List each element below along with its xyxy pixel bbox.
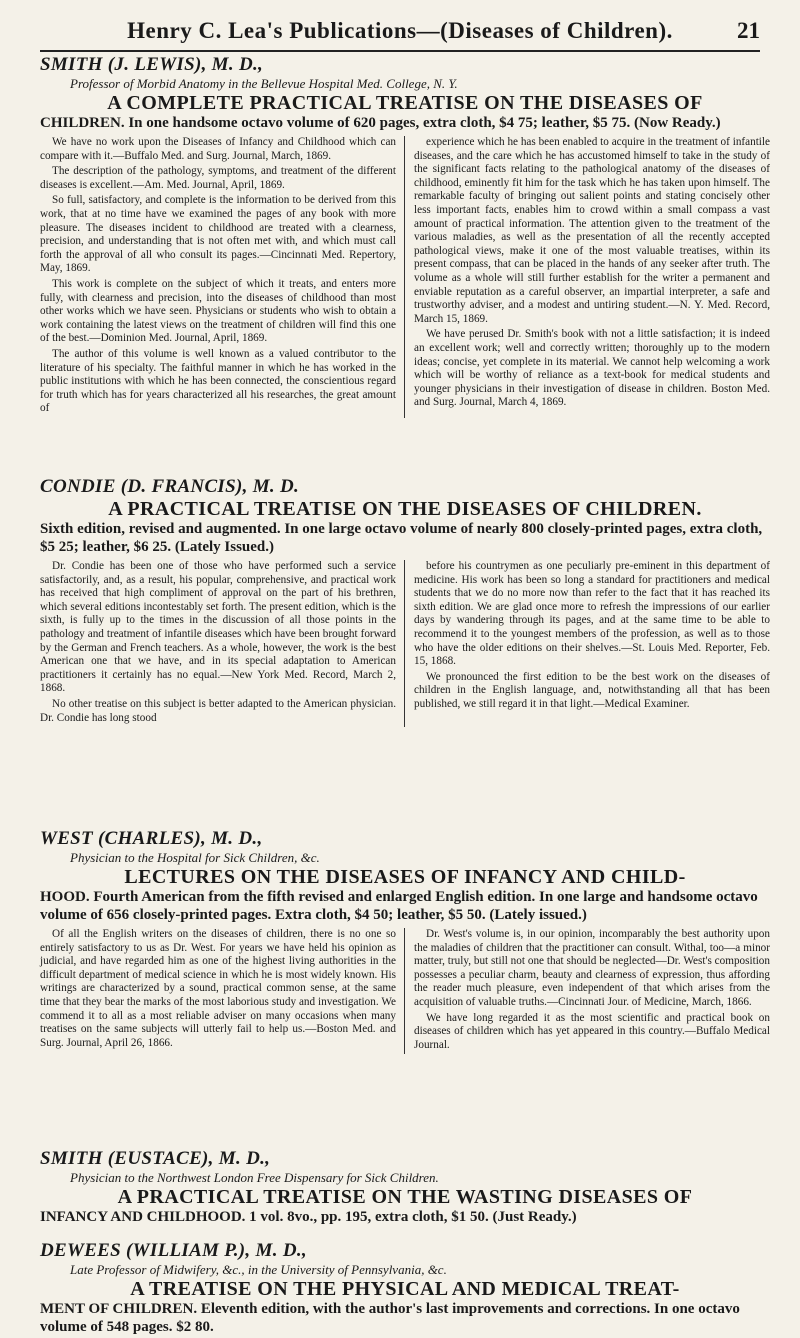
page-number: 21 bbox=[737, 18, 760, 43]
running-head-title: Henry C. Lea's Publications—(Diseases of Children). bbox=[127, 18, 673, 43]
review-paragraph: The author of this volume is well known as a valued contributor to the literature of his specialty. The faithful manner in which he has worked in the public institutions with which he has been connected, the conscientious regard for truth which has for years characterized all his researches, the great amount of bbox=[40, 347, 396, 415]
entry-condie bbox=[40, 476, 770, 727]
book-description: HOOD. Fourth American from the fifth revised and enlarged English edition. In one large and handsome octavo volume of 656 closely-printed pages. Extra cloth, $4 50; leather, $5 50. (Lately issued.) bbox=[40, 889, 758, 923]
running-head bbox=[40, 10, 760, 52]
author-affiliation: Late Professor of Midwifery, &c., in the University of Pennsylvania, &c. bbox=[70, 1262, 447, 1277]
author-heading: WEST (CHARLES), M. D., bbox=[40, 828, 263, 849]
entry-dewees bbox=[40, 1240, 770, 1336]
review-paragraph: Of all the English writers on the diseases of children, there is no one so entirely satisfactory to us as Dr. West. For years we have held his opinion as judicial, and have regarded him as one of the highest living authorities in the difficult department of medical science in which he is most widely known. His writings are characterized by a sound, practical common sense, at the same time that they bear the marks of the most laborious study and investigation. We commend it to all as a most reliable adviser on many occasions when many treatises on the same subjects will utterly fail to help us.—Boston Med. and Surg. Journal, April 26, 1866. bbox=[40, 928, 396, 1049]
review-paragraph: Dr. Condie has been one of those who have performed such a service satisfactorily, and, as a result, his popular, comprehensive, and practical work has received that high compliment of approval on the part of his brethren, which several editions incontestably set forth. The present edition, which is the sixth, is fully up to the times in the discussion of all those points in the pathology and treatment of infantile diseases which have been brought forward by the German and French teachers. As a whole, however, the work is the best American one that we have, and in its special adaptation to American practitioners it certainly has no equal.—New York Med. Record, March 2, 1868. bbox=[40, 560, 396, 695]
entry-smith-eustace bbox=[40, 1148, 770, 1226]
review-paragraph: We pronounced the first edition to be the best work on the diseases of children in the English language, and, notwithstanding all that has been published, we still regard it in that light.—Medical Examiner. bbox=[414, 670, 770, 710]
book-title: LECTURES ON THE DISEASES OF INFANCY AND CHILD- bbox=[124, 866, 686, 888]
book-description: MENT OF CHILDREN. Eleventh edition, with the author's last improvements and corrections. In one octavo volume of 548 pages. $2 80. bbox=[40, 1301, 740, 1335]
book-description: CHILDREN. In one handsome octavo volume of 620 pages, extra cloth, $4 75; leather, $5 75. (Now Ready.) bbox=[40, 115, 721, 131]
entry-smith-lewis bbox=[40, 54, 770, 418]
author-affiliation: Physician to the Hospital for Sick Children, &c. bbox=[70, 850, 320, 865]
review-paragraph: So full, satisfactory, and complete is the information to be derived from this work, that at no time have we examined the pages of any book with more pleasure. The diseases incident to childhood are treated with a clearness, precision, and understanding that is not often met with, and which must call forth the approval of all who consult its pages.—Cincinnati Med. Repertory, May, 1869. bbox=[40, 194, 396, 275]
book-description: Sixth edition, revised and augmented. In one large octavo volume of nearly 800 closely-printed pages, extra cloth, $5 25; leather, $6 25. (Lately Issued.) bbox=[40, 521, 763, 555]
review-paragraph: We have no work upon the Diseases of Infancy and Childhood which can compare with it.—Buffalo Med. and Surg. Journal, March, 1869. bbox=[40, 136, 396, 162]
book-title: A COMPLETE PRACTICAL TREATISE ON THE DISEASES OF bbox=[107, 92, 703, 114]
book-title: A TREATISE ON THE PHYSICAL AND MEDICAL TREAT- bbox=[130, 1278, 680, 1300]
review-paragraph: No other treatise on this subject is better adapted to the American physician. Dr. Condie has long stood bbox=[40, 697, 396, 724]
review-column-right bbox=[414, 928, 770, 1054]
review-paragraph: We have long regarded it as the most scientific and practical book on diseases of children which has yet appeared in this country.—Buffalo Medical Journal. bbox=[414, 1011, 770, 1051]
review-column-right bbox=[414, 136, 770, 418]
review-paragraph: Dr. West's volume is, in our opinion, incomparably the best authority upon the maladies of children that the practitioner can consult. Withal, too—a minor matter, truly, but still not one that should be neglected—Dr. West's composition possesses a peculiar charm, beauty and clearness of expression, thus affording the reader much pleasure, even independent of that which arises from the acquisition of valuable truths.—Cincinnati Jour. of Medicine, March, 1866. bbox=[414, 928, 770, 1008]
entry-west bbox=[40, 828, 770, 1054]
author-heading: CONDIE (D. FRANCIS), M. D. bbox=[40, 476, 300, 497]
book-description: INFANCY AND CHILDHOOD. 1 vol. 8vo., pp. 195, extra cloth, $1 50. (Just Ready.) bbox=[40, 1209, 577, 1225]
review-column-right bbox=[414, 560, 770, 727]
review-column-left bbox=[40, 136, 405, 418]
review-paragraph: before his countrymen as one peculiarly pre-eminent in this department of medicine. His work has been so long a standard for practitioners and medical students that we do no more now than refer to the fact that it has reached its sixth edition. We are glad once more to refresh the impressions of our earlier days by wandering through its pages, and at the same time to be able to recommend it to the youngest members of the profession, as well as to those who have the older editions on their shelves.—St. Louis Med. Reporter, Feb. 15, 1868. bbox=[414, 560, 770, 668]
review-paragraph: We have perused Dr. Smith's book with not a little satisfaction; it is indeed an excellent work; well and correctly written; thoroughly up to the modern ideas; concise, yet complete in its material. We cannot help welcoming a work which will be worthy of reliance as a text-book for medical students and younger physicians in their investigation of disease in children. Boston Med. and Surg. Journal, March 4, 1869. bbox=[414, 328, 770, 409]
author-heading: SMITH (EUSTACE), M. D., bbox=[40, 1148, 271, 1169]
book-title: A PRACTICAL TREATISE ON THE DISEASES OF CHILDREN. bbox=[108, 498, 702, 520]
review-paragraph: experience which he has been enabled to acquire in the treatment of infantile diseases, and the care which he has accustomed himself to take in the study of the significant facts relating to the pathological anatomy of the diseases of childhood, eminently fit him for the task which he has taken upon himself. The remarkable faculty of bringing out salient points and stating concisely other less important facts, enables him to crowd within a small compass a vast amount of practical information. The attention given to the treatment of the various maladies, as well as the presentation of all the recently accepted pathological views, make it one of the most valuable treatises, within its present compass, that can be placed in the hands of any seeker after truth. The volume as a whole will still further establish for the writer a permanent and enviable reputation as a careful observer, an impartial interpreter, a safe and trustworthy adviser, and a modest and untiring student.—N. Y. Med. Record, March 15, 1869. bbox=[414, 136, 770, 325]
review-paragraph: This work is complete on the subject of which it treats, and enters more fully, with clearness and precision, into the diseases of childhood than most other works which we have seen. Physicians or students who wish to obtain a work containing the latest views on the treatment of children will find this one of the best.—Dominion Med. Journal, April, 1869. bbox=[40, 277, 396, 345]
author-heading: DEWEES (WILLIAM P.), M. D., bbox=[40, 1240, 307, 1261]
review-columns bbox=[40, 560, 770, 727]
book-title: A PRACTICAL TREATISE ON THE WASTING DISEASES OF bbox=[117, 1186, 693, 1208]
author-affiliation: Professor of Morbid Anatomy in the Bellevue Hospital Med. College, N. Y. bbox=[70, 76, 458, 91]
review-columns bbox=[40, 928, 770, 1054]
review-column-left bbox=[40, 560, 405, 727]
review-column-left bbox=[40, 928, 405, 1054]
review-paragraph: The description of the pathology, symptoms, and treatment of the different diseases is excellent.—Am. Med. Journal, April, 1869. bbox=[40, 165, 396, 191]
author-heading: SMITH (J. LEWIS), M. D., bbox=[40, 54, 264, 75]
author-affiliation: Physician to the Northwest London Free Dispensary for Sick Children. bbox=[70, 1170, 439, 1185]
review-columns bbox=[40, 136, 770, 418]
